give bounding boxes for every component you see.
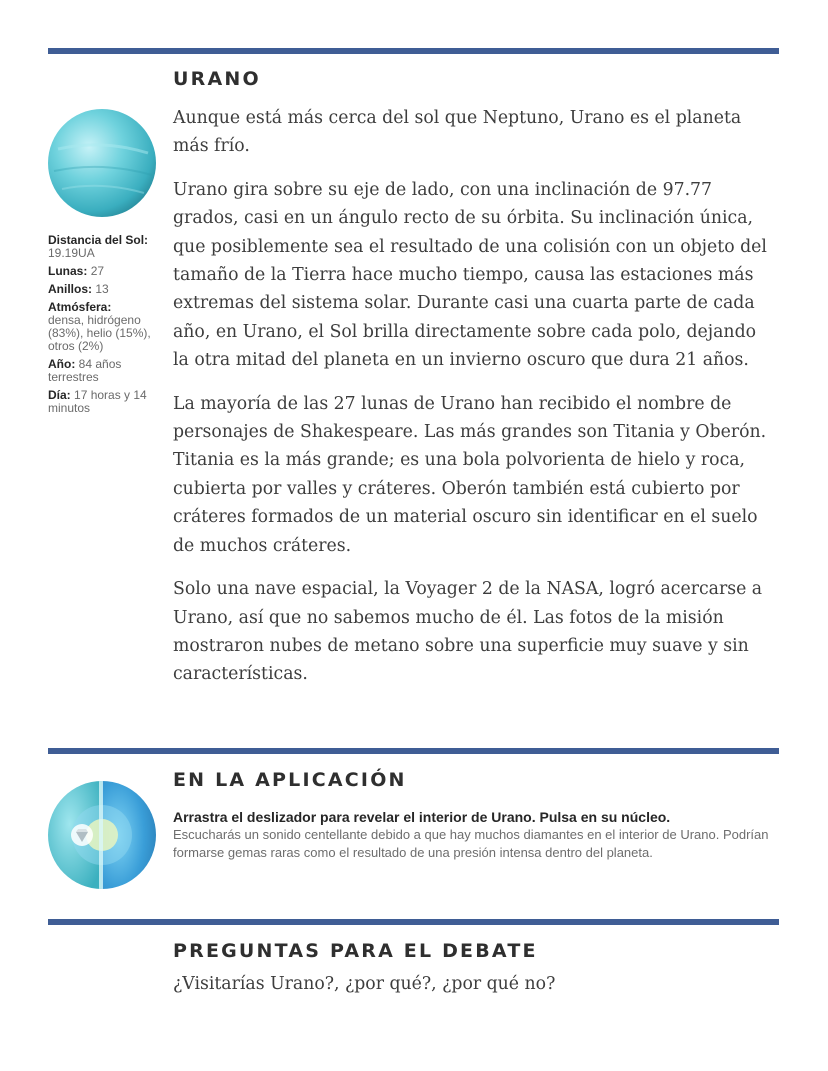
section-title-urano: URANO <box>173 68 261 90</box>
paragraph: Solo una nave espacial, la Voyager 2 de la NASA, logró acercarse a Urano, así que no sabemos mucho de él. Las fotos de la misión mostraron nubes de metano sobre una superficie muy suave y sin características. <box>173 579 763 685</box>
paragraph: Aunque está más cerca del sol que Neptuno, Urano es el planeta más frío. <box>173 108 742 157</box>
section-divider-top <box>48 48 779 54</box>
stat-distance <box>48 234 160 260</box>
paragraph: Urano gira sobre su eje de lado, con una inclinación de 97.77 grados, casi en un ángulo recto de su órbita. Su inclinación única, que posiblemente sea el resultado de una colisión con un objeto del tamaño de la Tierra hace mucho tiempo, causa las estaciones más extremas del sistema solar. Durante casi una cuarta parte de cada año, en Urano, el Sol brilla directamente sobre cada polo, dejando la otra mitad del planeta en un invierno oscuro que dura 21 años. <box>173 179 767 371</box>
diamond-icon <box>71 824 93 846</box>
stat-atmosphere <box>48 301 160 353</box>
stat-moons <box>48 265 160 278</box>
stat-value: densa, hidrógeno (83%), helio (15%), otros (2%) <box>48 313 151 353</box>
stat-label: Atmósfera: <box>48 300 112 314</box>
app-instructions <box>173 808 773 862</box>
stat-label: Lunas: <box>48 264 88 278</box>
stat-label: Año: <box>48 357 76 371</box>
planet-stats <box>48 234 160 420</box>
app-lead-text: Arrastra el deslizador para revelar el interior de Urano. Pulsa en su núcleo. <box>173 809 671 825</box>
stat-year <box>48 358 160 384</box>
uranus-planet-image <box>48 109 156 217</box>
stat-day <box>48 389 160 415</box>
app-description-text: Escucharás un sonido centellante debido a que hay muchos diamantes en el interior de Urano. Podrían formarse gemas raras como el resultado de una presión intensa dentro del planeta. <box>173 827 769 860</box>
uranus-interior-image <box>48 780 156 890</box>
stat-value: 19.19UA <box>48 246 95 260</box>
stat-value: 84 años terrestres <box>48 357 122 384</box>
stat-value: 13 <box>95 282 109 296</box>
section-title-debate: PREGUNTAS PARA EL DEBATE <box>173 940 538 962</box>
stat-value: 27 <box>90 264 105 278</box>
stat-label: Día: <box>48 388 71 402</box>
stat-label: Anillos: <box>48 282 92 296</box>
stat-rings <box>48 283 160 296</box>
section-title-app: EN LA APLICACIÓN <box>173 769 407 791</box>
debate-question: ¿Visitarías Urano?, ¿por qué?, ¿por qué no? <box>173 974 556 994</box>
stat-label: Distancia del Sol: <box>48 233 149 247</box>
stat-value: 17 horas y 14 minutos <box>48 388 147 415</box>
section-divider-debate <box>48 919 779 925</box>
paragraph: La mayoría de las 27 lunas de Urano han recibido el nombre de personajes de Shakespeare. Las más grandes son Titania y Oberón. Titania es la más grande; es una bola polvorienta de hielo y roca, cubierta por valles y cráteres. Oberón también está cubierto por cráteres formados de un material oscuro sin identificar en el suelo de muchos cráteres. <box>173 393 767 556</box>
planet-description <box>173 104 773 704</box>
section-divider-app <box>48 748 779 754</box>
